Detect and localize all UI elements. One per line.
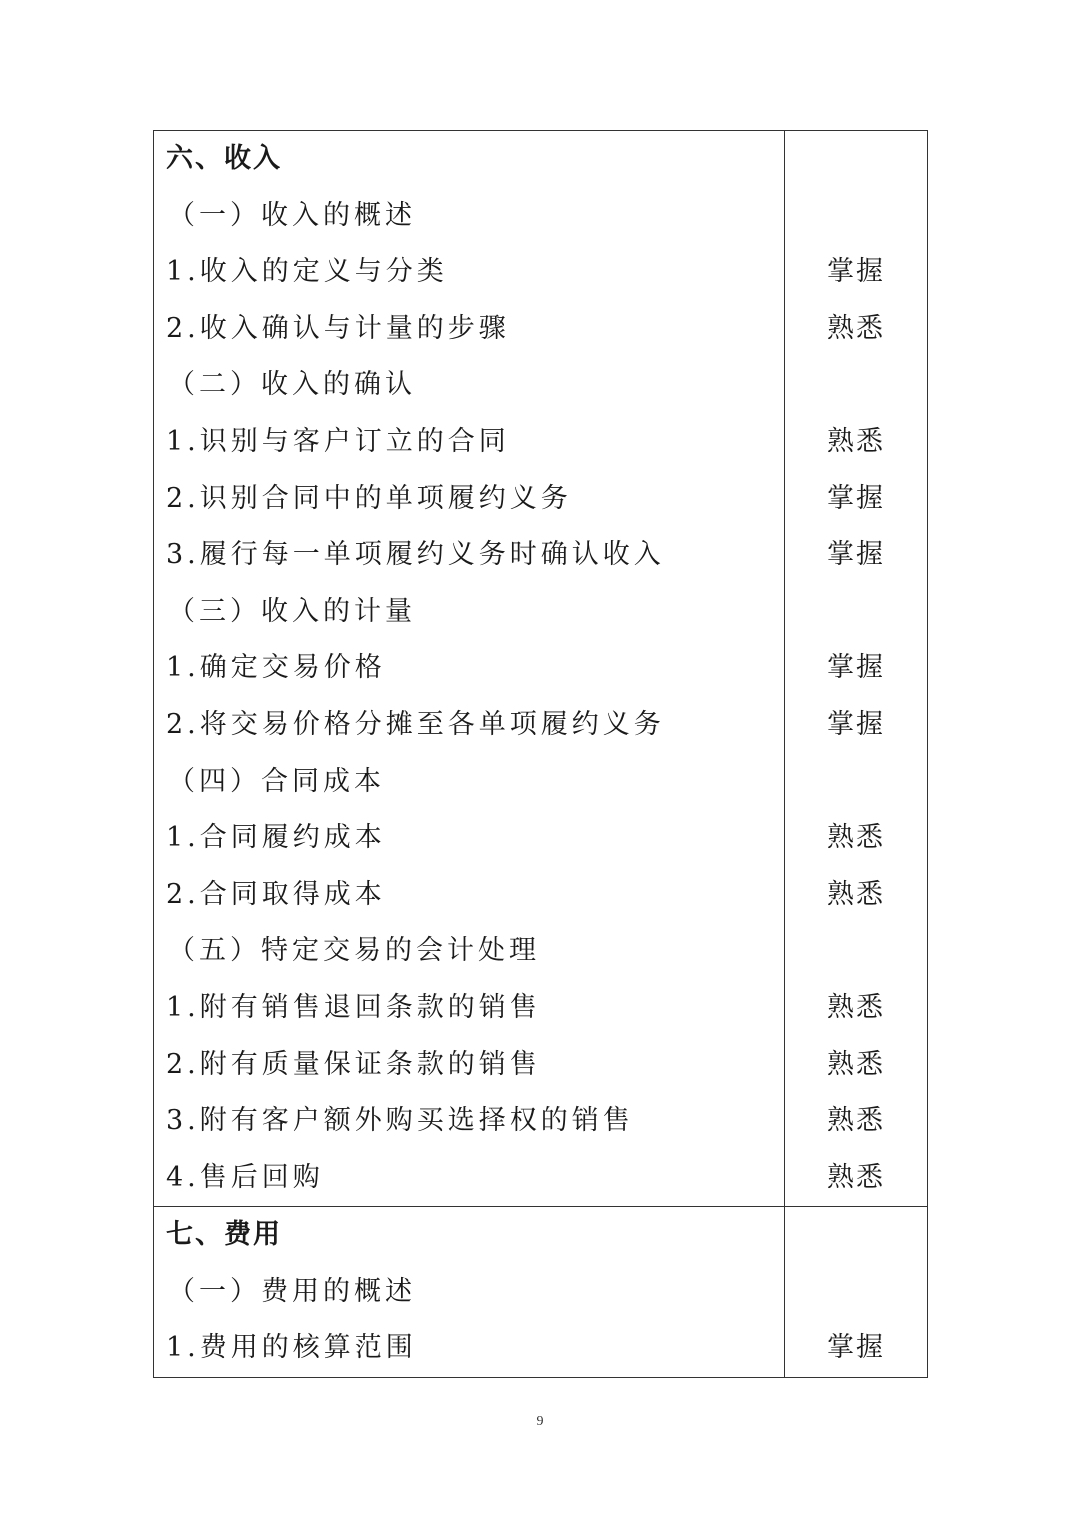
requirement-level	[785, 754, 927, 811]
section-title: （五）特定交易的会计处理	[168, 935, 540, 967]
syllabus-table	[153, 130, 928, 1378]
requirement-level: 掌握	[827, 708, 885, 740]
requirement-blank	[785, 131, 927, 188]
requirement-cell	[785, 131, 928, 1207]
requirement-level: 掌握	[827, 482, 885, 514]
topic-item: 3.附有客户额外购买选择权的销售	[166, 1105, 634, 1137]
topic-item: 1.合同履约成本	[166, 822, 386, 854]
page-number: 9	[536, 1414, 544, 1429]
requirement-level: 熟悉	[827, 312, 885, 344]
requirement-cell	[785, 1207, 928, 1378]
section-title: （三）收入的计量	[168, 595, 416, 627]
requirement-level: 熟悉	[827, 991, 885, 1023]
chapter-title: 七、费用	[166, 1219, 282, 1251]
requirement-blank	[785, 1207, 927, 1264]
topic-cell	[154, 131, 785, 1207]
chapter-row	[154, 1207, 928, 1378]
requirement-level	[785, 357, 927, 414]
requirement-level: 掌握	[827, 652, 885, 684]
requirement-level: 掌握	[827, 1332, 885, 1364]
requirement-level: 熟悉	[827, 878, 885, 910]
requirement-level	[785, 584, 927, 641]
topic-item: 1.费用的核算范围	[166, 1332, 417, 1364]
requirement-level: 熟悉	[827, 425, 885, 457]
requirement-level	[785, 923, 927, 980]
requirement-level: 熟悉	[827, 1161, 885, 1193]
section-title: （四）合同成本	[168, 765, 385, 797]
requirement-level: 熟悉	[827, 1048, 885, 1080]
topic-item: 4.售后回购	[166, 1161, 324, 1193]
requirement-level	[785, 188, 927, 245]
topic-item: 2.合同取得成本	[166, 878, 386, 910]
chapter-row	[154, 131, 928, 1207]
requirement-level: 掌握	[827, 539, 885, 571]
requirement-level: 熟悉	[827, 822, 885, 854]
topic-cell	[154, 1207, 785, 1378]
topic-item: 2.将交易价格分摊至各单项履约义务	[166, 708, 665, 740]
chapter-title: 六、收入	[166, 143, 282, 174]
topic-item: 1.附有销售退回条款的销售	[166, 991, 541, 1023]
table-body	[154, 131, 928, 1378]
topic-item: 1.识别与客户订立的合同	[166, 425, 510, 457]
section-title: （一）费用的概述	[168, 1275, 416, 1307]
topic-item: 3.履行每一单项履约义务时确认收入	[166, 539, 665, 571]
topic-item: 1.确定交易价格	[166, 652, 386, 684]
requirement-level: 掌握	[827, 256, 885, 288]
requirement-level: 熟悉	[827, 1105, 885, 1137]
requirement-level	[785, 1264, 927, 1321]
topic-item: 1.收入的定义与分类	[166, 256, 448, 288]
section-title: （二）收入的确认	[168, 369, 416, 401]
topic-item: 2.附有质量保证条款的销售	[166, 1048, 541, 1080]
section-title: （一）收入的概述	[168, 199, 416, 231]
topic-item: 2.收入确认与计量的步骤	[166, 312, 510, 344]
topic-item: 2.识别合同中的单项履约义务	[166, 482, 572, 514]
